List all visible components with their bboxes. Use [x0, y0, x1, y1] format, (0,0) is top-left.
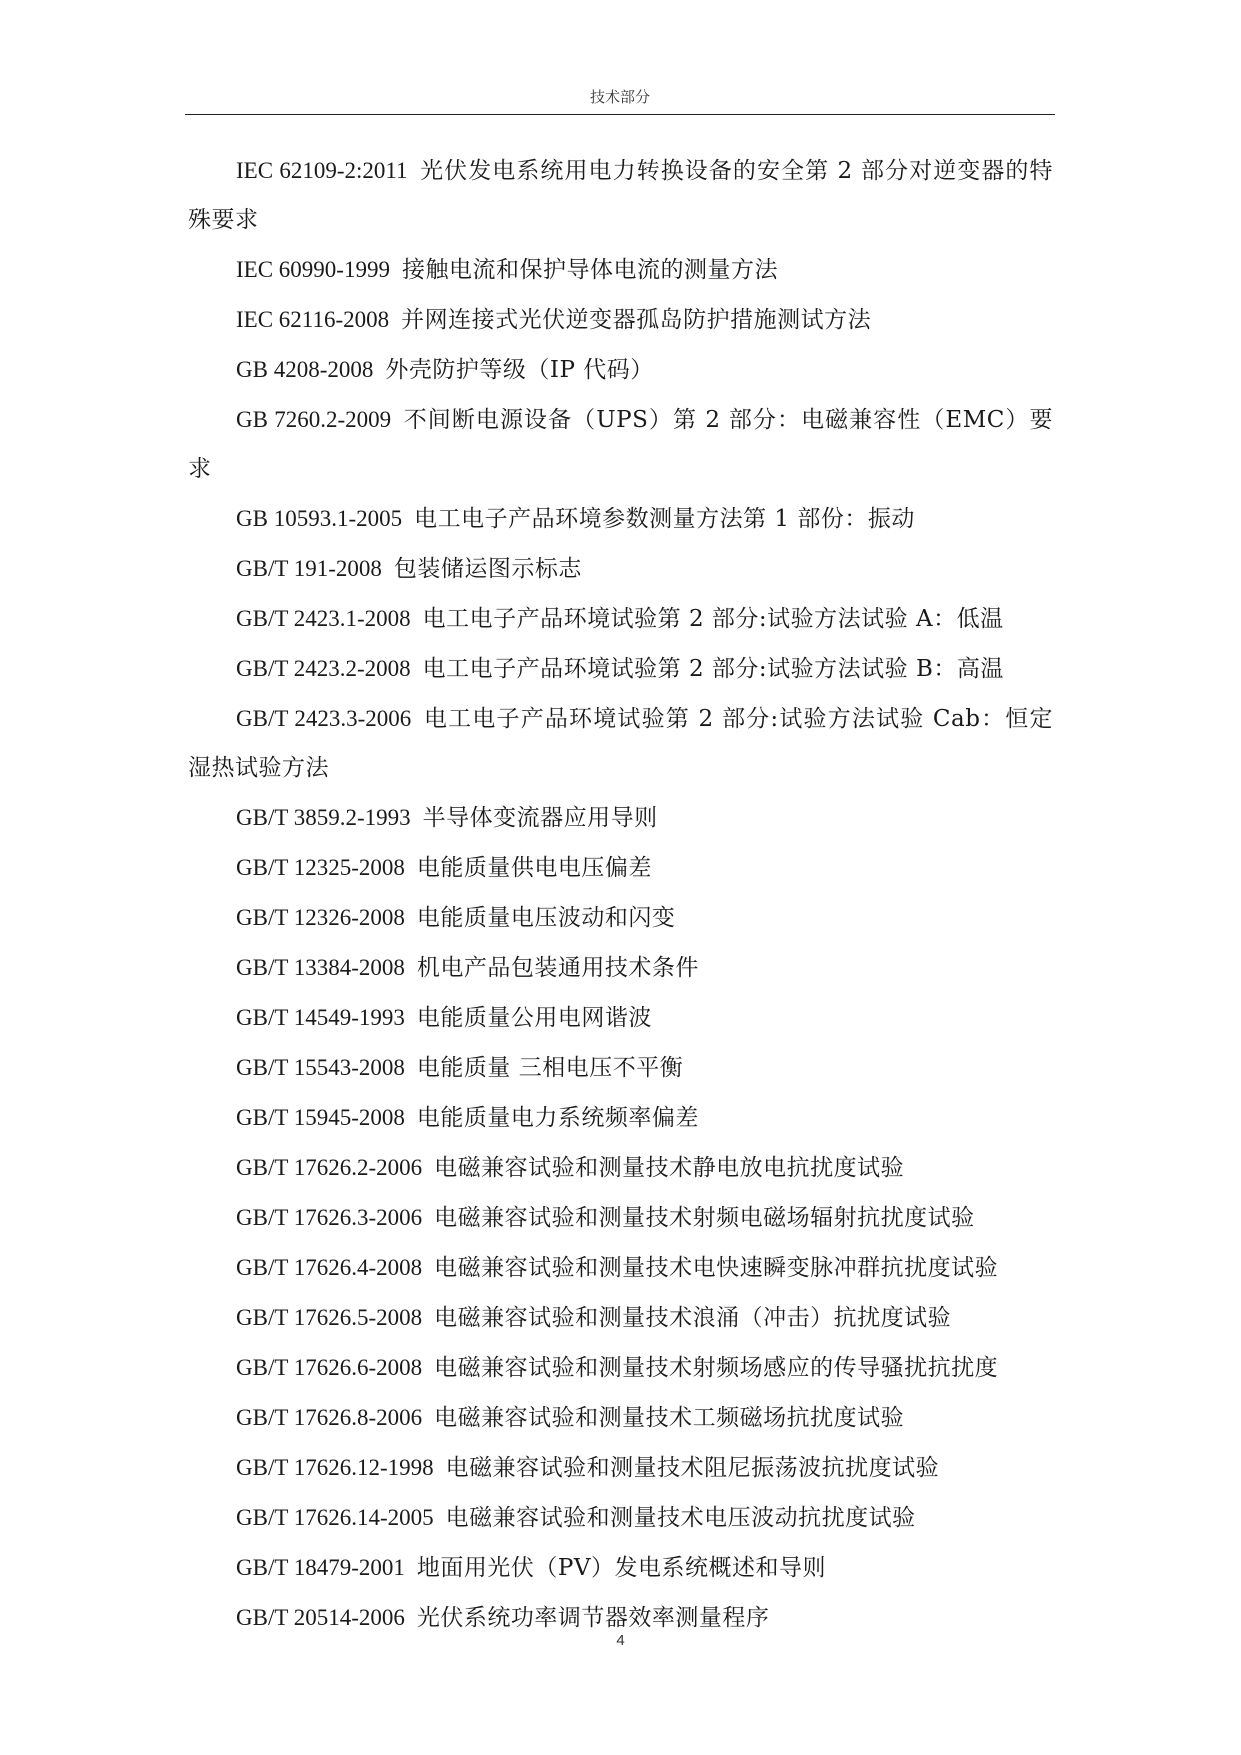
reference-title: 电工电子产品环境试验第 2 部分:试验方法试验 Cab：恒定湿热试验方法 — [188, 706, 1053, 781]
reference-item — [188, 594, 1053, 644]
reference-code: GB/T 17626.14-2005 — [236, 1505, 434, 1530]
reference-item — [188, 793, 1053, 843]
reference-title: 电工电子产品环境试验第 2 部分:试验方法试验 B：高温 — [422, 656, 1004, 682]
reference-code: GB 7260.2-2009 — [236, 407, 392, 432]
reference-item — [188, 1393, 1053, 1443]
reference-item — [188, 146, 1053, 245]
reference-title: 电磁兼容试验和测量技术阻尼振荡波抗扰度试验 — [445, 1455, 940, 1481]
reference-item — [188, 494, 1053, 544]
reference-title: 电能质量公用电网谐波 — [416, 1005, 652, 1031]
reference-title: 接触电流和保护导体电流的测量方法 — [401, 257, 778, 283]
reference-item — [188, 1143, 1053, 1193]
reference-title: 包装储运图示标志 — [393, 556, 582, 582]
reference-code: GB/T 17626.6-2008 — [236, 1355, 423, 1380]
reference-code: GB/T 15945-2008 — [236, 1105, 405, 1130]
header-title: 技术部分 — [589, 88, 650, 106]
reference-title: 机电产品包装通用技术条件 — [416, 955, 699, 981]
reference-item — [188, 1493, 1053, 1543]
reference-item — [188, 395, 1053, 494]
reference-title: 不间断电源设备（UPS）第 2 部分：电磁兼容性（EMC）要求 — [188, 407, 1053, 482]
reference-item — [188, 644, 1053, 694]
reference-title: 并网连接式光伏逆变器孤岛防护措施测试方法 — [401, 307, 872, 333]
reference-code: IEC 62109-2:2011 — [236, 158, 408, 183]
reference-code: GB/T 13384-2008 — [236, 955, 405, 980]
reference-title: 外壳防护等级（IP 代码） — [385, 357, 654, 383]
reference-code: GB/T 20514-2006 — [236, 1605, 405, 1630]
reference-item — [188, 245, 1053, 295]
reference-code: GB 10593.1-2005 — [236, 506, 403, 531]
reference-item — [188, 893, 1053, 943]
reference-title: 电工电子产品环境参数测量方法第 1 部份：振动 — [414, 506, 915, 532]
reference-title: 电能质量 三相电压不平衡 — [416, 1055, 684, 1081]
reference-code: GB/T 17626.8-2006 — [236, 1405, 423, 1430]
reference-item — [188, 1343, 1053, 1393]
reference-item — [188, 943, 1053, 993]
reference-code: GB/T 2423.1-2008 — [236, 606, 411, 631]
reference-code: GB/T 17626.3-2006 — [236, 1205, 423, 1230]
reference-code: IEC 62116-2008 — [236, 307, 390, 332]
reference-item — [188, 1093, 1053, 1143]
reference-item — [188, 1293, 1053, 1343]
reference-title: 电磁兼容试验和测量技术电压波动抗扰度试验 — [445, 1505, 916, 1531]
reference-code: GB/T 18479-2001 — [236, 1555, 405, 1580]
reference-title: 电工电子产品环境试验第 2 部分:试验方法试验 A：低温 — [422, 606, 1004, 632]
reference-item — [188, 843, 1053, 893]
reference-item — [188, 544, 1053, 594]
reference-title: 电磁兼容试验和测量技术静电放电抗扰度试验 — [434, 1155, 905, 1181]
page-number: 4 — [616, 1632, 625, 1649]
reference-title: 电磁兼容试验和测量技术电快速瞬变脉冲群抗扰度试验 — [434, 1255, 999, 1281]
reference-title: 半导体变流器应用导则 — [422, 805, 658, 831]
reference-code: GB/T 17626.2-2006 — [236, 1155, 423, 1180]
reference-code: GB/T 12325-2008 — [236, 855, 405, 880]
reference-code: GB/T 15543-2008 — [236, 1055, 405, 1080]
reference-title: 电磁兼容试验和测量技术浪涌（冲击）抗扰度试验 — [434, 1305, 952, 1331]
reference-title: 电磁兼容试验和测量技术射频电磁场辐射抗扰度试验 — [434, 1205, 975, 1231]
page-header — [185, 86, 1055, 115]
reference-code: GB/T 14549-1993 — [236, 1005, 405, 1030]
reference-item — [188, 1243, 1053, 1293]
reference-title: 电能质量电压波动和闪变 — [416, 905, 676, 931]
reference-title: 电能质量供电电压偏差 — [416, 855, 652, 881]
reference-title: 电磁兼容试验和测量技术射频场感应的传导骚扰抗扰度 — [434, 1355, 999, 1381]
reference-code: GB/T 191-2008 — [236, 556, 382, 581]
reference-title: 电能质量电力系统频率偏差 — [416, 1105, 699, 1131]
reference-code: IEC 60990-1999 — [236, 257, 390, 282]
reference-item — [188, 295, 1053, 345]
reference-code: GB 4208-2008 — [236, 357, 374, 382]
reference-title: 电磁兼容试验和测量技术工频磁场抗扰度试验 — [434, 1405, 905, 1431]
reference-code: GB/T 3859.2-1993 — [236, 805, 411, 830]
reference-list — [188, 146, 1053, 1643]
reference-item — [188, 1043, 1053, 1093]
reference-title: 地面用光伏（PV）发电系统概述和导则 — [416, 1555, 826, 1581]
reference-title: 光伏发电系统用电力转换设备的安全第 2 部分对逆变器的特殊要求 — [188, 158, 1053, 233]
reference-code: GB/T 2423.2-2008 — [236, 656, 411, 681]
reference-code: GB/T 12326-2008 — [236, 905, 405, 930]
reference-item — [188, 345, 1053, 395]
reference-code: GB/T 2423.3-2006 — [236, 706, 412, 731]
reference-code: GB/T 17626.4-2008 — [236, 1255, 423, 1280]
reference-item — [188, 993, 1053, 1043]
reference-title: 光伏系统功率调节器效率测量程序 — [416, 1605, 770, 1631]
reference-item — [188, 1543, 1053, 1593]
reference-item — [188, 1193, 1053, 1243]
reference-code: GB/T 17626.12-1998 — [236, 1455, 434, 1480]
reference-item — [188, 694, 1053, 793]
reference-code: GB/T 17626.5-2008 — [236, 1305, 423, 1330]
reference-item — [188, 1443, 1053, 1493]
